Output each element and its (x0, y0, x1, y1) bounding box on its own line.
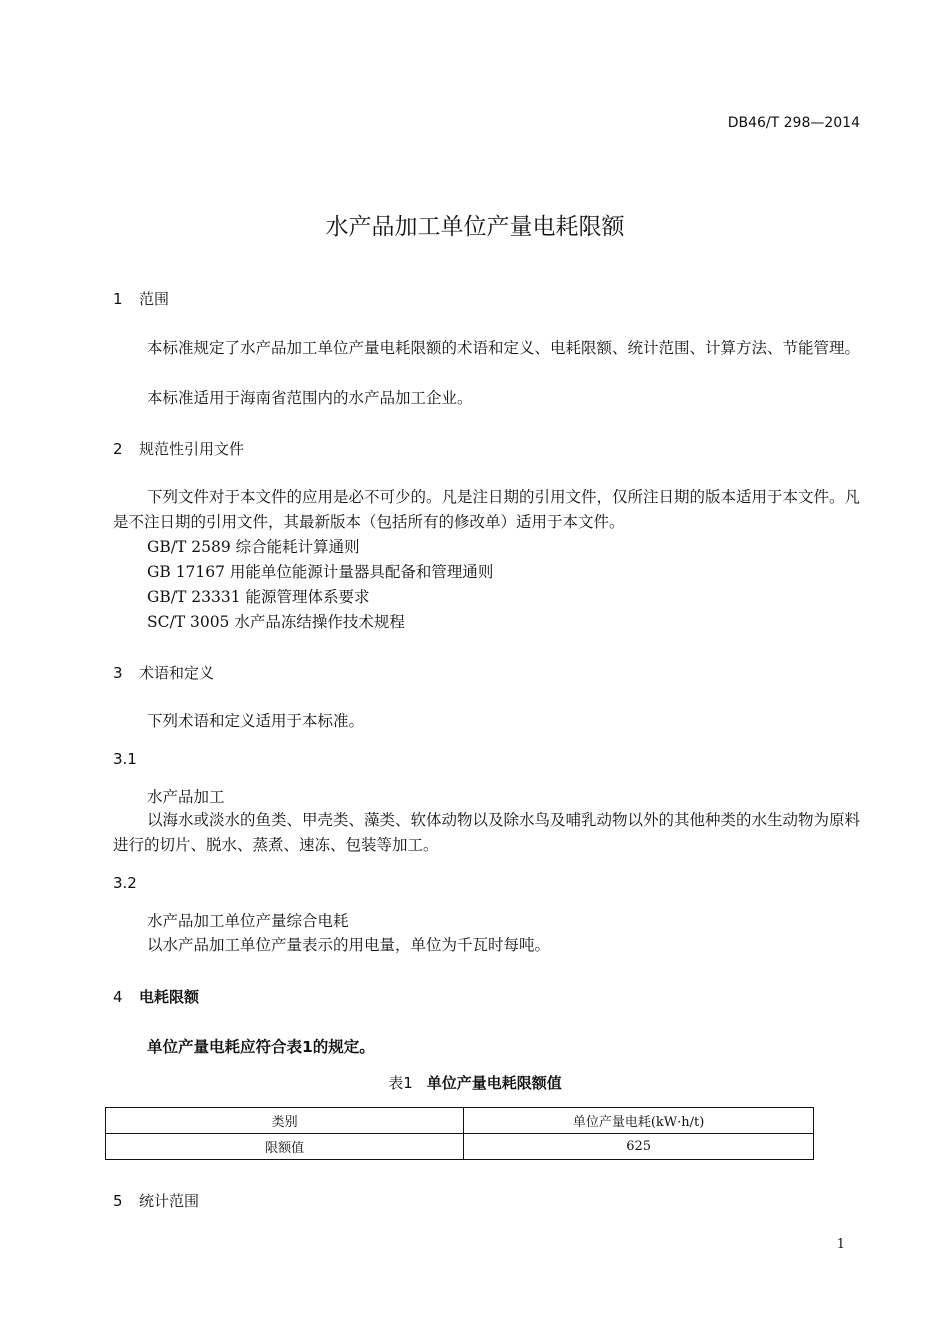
section-title: 规范性引用文件 (139, 440, 245, 458)
table-header-cell: 单位产量电耗(kW·h/t) (464, 1108, 814, 1134)
table-caption (0, 1072, 950, 1093)
section-title: 电耗限额 (139, 988, 200, 1006)
reference-item: GB 17167 用能单位能源计量器具配备和管理通则 (147, 563, 494, 581)
table-label: 表1 (388, 1074, 413, 1092)
section-5-heading (113, 1190, 199, 1211)
section-title: 范围 (139, 290, 170, 308)
section-title: 术语和定义 (139, 664, 215, 682)
table-header-row (106, 1108, 814, 1134)
section-4-heading (113, 986, 199, 1007)
section-title: 统计范围 (139, 1192, 200, 1210)
section-number: 1 (113, 290, 123, 308)
scope-paragraph-1: 本标准规定了水产品加工单位产量电耗限额的术语和定义、电耗限额、统计范围、计算方法、节能管理。 (147, 339, 861, 357)
reference-item: GB/T 2589 综合能耗计算通则 (147, 538, 360, 556)
section-2-heading (113, 438, 244, 459)
limit-table (105, 1107, 814, 1160)
section-1-heading (113, 288, 169, 309)
reference-item: GB/T 23331 能源管理体系要求 (147, 588, 370, 606)
table-cell: 限额值 (106, 1134, 464, 1160)
term-3-2-number: 3.2 (113, 874, 137, 892)
limit-statement: 单位产量电耗应符合表1的规定。 (147, 1038, 375, 1056)
term-3-2-definition: 以水产品加工单位产量表示的用电量，单位为千瓦时每吨。 (147, 936, 551, 954)
table-title: 单位产量电耗限额值 (426, 1074, 562, 1092)
section-number: 3 (113, 664, 123, 682)
section-number: 4 (113, 988, 123, 1006)
term-3-1-name: 水产品加工 (147, 788, 225, 806)
scope-paragraph-2: 本标准适用于海南省范围内的水产品加工企业。 (147, 389, 473, 407)
section-3-heading (113, 662, 214, 683)
page-number: 1 (836, 1237, 845, 1252)
table-header-cell: 类别 (106, 1108, 464, 1134)
table-cell: 625 (464, 1134, 814, 1160)
reference-item: SC/T 3005 水产品冻结操作技术规程 (147, 613, 405, 631)
section-number: 2 (113, 440, 123, 458)
document-title: 水产品加工单位产量电耗限额 (325, 214, 625, 240)
term-3-2-name: 水产品加工单位产量综合电耗 (147, 912, 349, 930)
term-3-1-number: 3.1 (113, 750, 137, 768)
section-number: 5 (113, 1192, 123, 1210)
references-intro: 下列文件对于本文件的应用是必不可少的。凡是注日期的引用文件，仅所注日期的版本适用于本文件。凡是不注日期的引用文件，其最新版本（包括所有的修改单）适用于本文件。 (113, 488, 861, 531)
table-row (106, 1134, 814, 1160)
terms-intro: 下列术语和定义适用于本标准。 (147, 712, 365, 730)
term-3-1-definition: 以海水或淡水的鱼类、甲壳类、藻类、软体动物以及除水鸟及哺乳动物以外的其他种类的水生动物为原料进行的切片、脱水、蒸煮、速冻、包装等加工。 (113, 811, 861, 854)
standard-code: DB46/T 298—2014 (727, 115, 860, 131)
